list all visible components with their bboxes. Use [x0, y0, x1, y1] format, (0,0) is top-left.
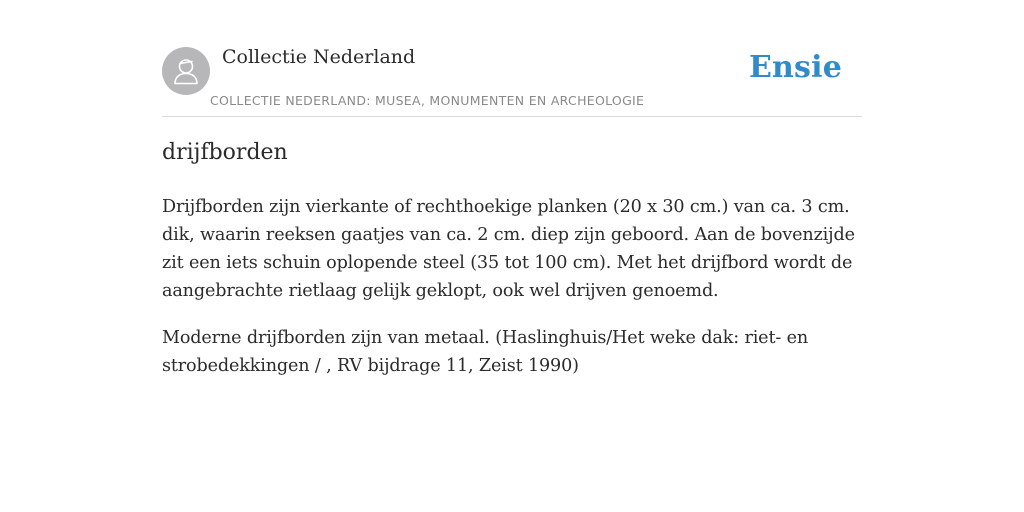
- brand-logo[interactable]: Ensie: [748, 50, 842, 85]
- author-name[interactable]: Collectie Nederland: [222, 46, 416, 68]
- source-label[interactable]: COLLECTIE NEDERLAND: MUSEA, MONUMENTEN EN ARCHEOLOGIE: [210, 93, 645, 108]
- avatar[interactable]: [162, 47, 210, 95]
- user-icon: [162, 47, 210, 95]
- header: [162, 0, 862, 117]
- page-title: drijfborden: [162, 140, 288, 165]
- paragraph: Drijfborden zijn vierkante of rechthoekige planken (20 x 30 cm.) van ca. 3 cm. dik, waarin reeksen gaatjes van ca. 2 cm. diep zijn geboord. Aan de bovenzijde zit een iets schuin oplopende steel (35 tot 100 cm). Met het drijfbord wordt de aangebrachte rietlaag gelijk geklopt, ook wel drijven genoemd.: [162, 197, 855, 301]
- article-body: [162, 193, 866, 399]
- definition-card: [162, 0, 862, 376]
- paragraph: Moderne drijfborden zijn van metaal. (Haslinghuis/Het weke dak: riet- en strobedekkingen / , RV bijdrage 11, Zeist 1990): [162, 328, 809, 376]
